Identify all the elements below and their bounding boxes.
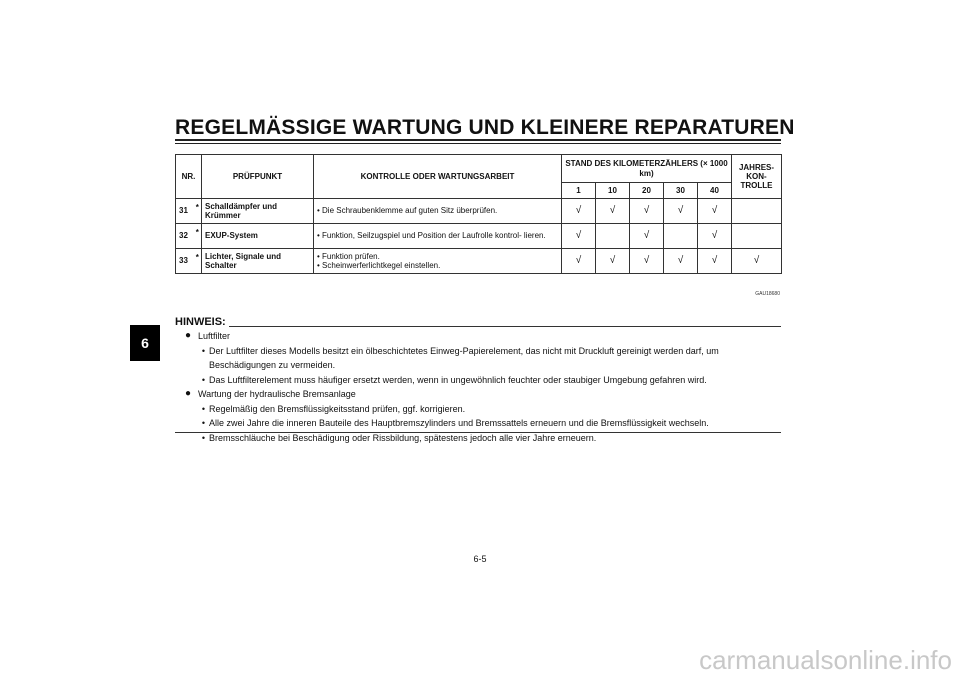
bullet-icon: • bbox=[201, 432, 206, 443]
check-cell: √ bbox=[596, 199, 630, 224]
check-cell: √ bbox=[664, 199, 698, 224]
header-item: PRÜFPUNKT bbox=[202, 155, 314, 199]
chapter-tab: 6 bbox=[130, 325, 160, 361]
header-interval: 20 bbox=[630, 183, 664, 199]
document-code: GAU18680 bbox=[755, 291, 780, 297]
note-group-title: Luftfilter bbox=[198, 331, 231, 341]
note-group bbox=[185, 329, 781, 387]
page-title: REGELMÄSSIGE WARTUNG UND KLEINERE REPARATUREN bbox=[175, 116, 795, 139]
row-number: 31 bbox=[176, 199, 194, 224]
maintenance-table bbox=[175, 154, 782, 274]
row-item: Lichter, Signale und Schalter bbox=[202, 249, 314, 274]
bullet-icon: • bbox=[201, 345, 206, 356]
list-item bbox=[198, 373, 781, 388]
row-work bbox=[314, 249, 562, 274]
row-star: * bbox=[194, 199, 202, 224]
check-cell: √ bbox=[664, 249, 698, 274]
check-cell bbox=[732, 224, 782, 249]
title-rule bbox=[175, 139, 781, 141]
check-cell: √ bbox=[562, 199, 596, 224]
header-work: KONTROLLE ODER WARTUNGSARBEIT bbox=[314, 155, 562, 199]
list-item-text: Regelmäßig den Bremsflüssigkeitsstand prüfen, ggf. korrigieren. bbox=[209, 403, 466, 414]
row-work bbox=[314, 224, 562, 249]
check-cell: √ bbox=[630, 249, 664, 274]
bullet-icon: • bbox=[201, 374, 206, 385]
check-cell: √ bbox=[698, 199, 732, 224]
bullet-dot-icon: ● bbox=[185, 388, 192, 399]
bullet-icon: • bbox=[201, 403, 206, 414]
row-number: 32 bbox=[176, 224, 194, 249]
note-group-title: Wartung der hydraulische Bremsanlage bbox=[198, 389, 356, 399]
row-star: * bbox=[194, 224, 202, 249]
note-rule-bottom bbox=[175, 432, 781, 433]
row-star: * bbox=[194, 249, 202, 274]
page-number: 6-5 bbox=[473, 554, 487, 564]
list-item-text: Bremsschläuche bei Beschädigung oder Rissbildung, spätestens jedoch alle vier Jahre erneuern. bbox=[209, 432, 597, 443]
check-cell: √ bbox=[562, 249, 596, 274]
note-rule bbox=[229, 326, 781, 327]
row-item: EXUP-System bbox=[202, 224, 314, 249]
table-row bbox=[176, 224, 782, 249]
note-group bbox=[185, 387, 781, 445]
row-item: Schalldämpfer und Krümmer bbox=[202, 199, 314, 224]
check-cell: √ bbox=[732, 249, 782, 274]
watermark: carmanualsonline.info bbox=[699, 645, 952, 675]
check-cell: √ bbox=[596, 249, 630, 274]
title-rule-thin bbox=[175, 143, 781, 144]
row-work bbox=[314, 199, 562, 224]
check-cell bbox=[732, 199, 782, 224]
list-item bbox=[198, 402, 781, 417]
header-odometer: STAND DES KILOMETERZÄHLERS (× 1000 km) bbox=[562, 155, 732, 183]
work-line: • Scheinwerferlichtkegel einstellen. bbox=[317, 261, 441, 270]
list-item bbox=[198, 416, 781, 431]
check-cell: √ bbox=[698, 249, 732, 274]
check-cell: √ bbox=[630, 224, 664, 249]
header-annual: JAHRES- KON- TROLLE bbox=[732, 155, 782, 199]
note-title: HINWEIS: bbox=[175, 316, 226, 328]
header-interval: 1 bbox=[562, 183, 596, 199]
header-nr: NR. bbox=[176, 155, 202, 199]
check-cell bbox=[596, 224, 630, 249]
bullet-dot-icon: ● bbox=[185, 330, 192, 341]
work-line: • Funktion prüfen. bbox=[317, 251, 380, 261]
check-cell bbox=[664, 224, 698, 249]
work-line: • Die Schraubenklemme auf guten Sitz überprüfen. bbox=[317, 206, 498, 216]
list-item-text: Der Luftfilter dieses Modells besitzt ein ölbeschichtetes Einweg-Papierelement, das nicht mit Druckluft gereinigt werden darf, um Beschädigungen zu vermeiden. bbox=[209, 345, 719, 370]
list-item-text: Alle zwei Jahre die inneren Bauteile des Hauptbremszylinders und Bremssattels erneuern und die Bremsflüssigkeit wechseln. bbox=[209, 418, 709, 428]
list-item bbox=[198, 344, 781, 373]
row-number: 33 bbox=[176, 249, 194, 274]
bullet-icon: • bbox=[201, 418, 206, 428]
note-section bbox=[185, 329, 781, 445]
list-item-text: Das Luftfilterelement muss häufiger ersetzt werden, wenn in ungewöhnlich feuchter oder staubiger Umgebung gefahren wird. bbox=[209, 374, 707, 385]
table-row bbox=[176, 199, 782, 224]
header-interval: 10 bbox=[596, 183, 630, 199]
check-cell: √ bbox=[562, 224, 596, 249]
check-cell: √ bbox=[630, 199, 664, 224]
header-interval: 40 bbox=[698, 183, 732, 199]
work-line: • Funktion, Seilzugspiel und Position der Laufrolle kontrol- lieren. bbox=[317, 231, 546, 241]
table-row bbox=[176, 249, 782, 274]
header-interval: 30 bbox=[664, 183, 698, 199]
check-cell: √ bbox=[698, 224, 732, 249]
